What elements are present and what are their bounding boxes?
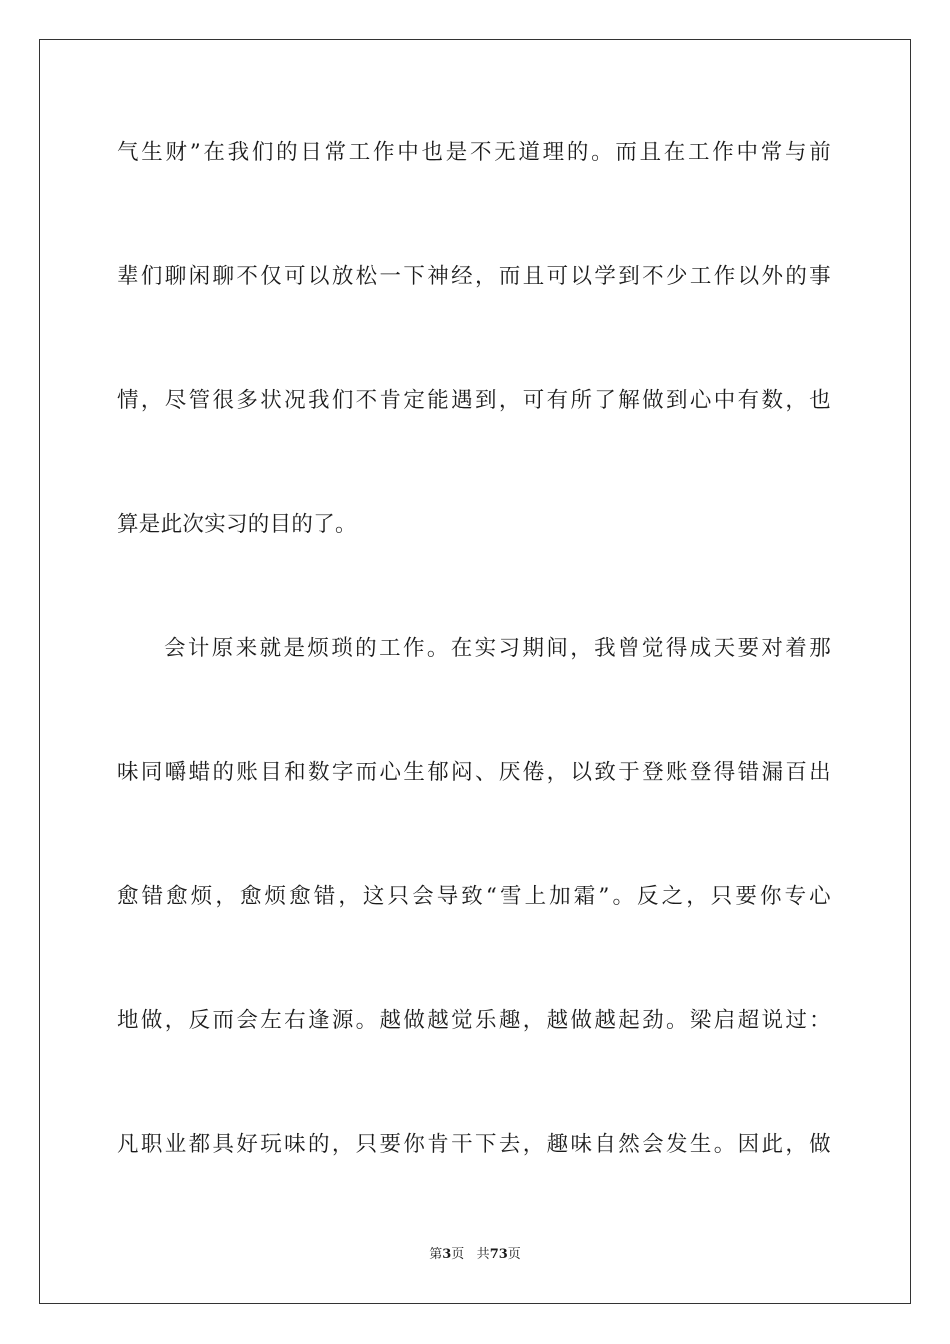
body-line-9: 凡职业都具好玩味的，只要你肯干下去，趣味自然会发生。因此，做: [117, 1132, 831, 1157]
body-line-2: 辈们聊闲聊不仅可以放松一下神经，而且可以学到不少工作以外的事: [117, 264, 831, 289]
page-footer: [0, 1246, 950, 1264]
total-suffix: 页: [507, 1247, 521, 1262]
body-line-7: 愈错愈烦，愈烦愈错，这只会导致“雪上加霜”。反之，只要你专心: [117, 884, 831, 909]
body-line-1: 气生财”在我们的日常工作中也是不无道理的。而且在工作中常与前: [117, 140, 831, 165]
page-prefix: 第: [429, 1247, 443, 1262]
body-line-4: 算是此次实习的目的了。: [117, 512, 357, 537]
total-prefix: 共: [476, 1247, 490, 1262]
body-line-8: 地做，反而会左右逢源。越做越觉乐趣，越做越起劲。梁启超说过：: [117, 1008, 831, 1033]
page-suffix: 页: [451, 1247, 465, 1262]
body-line-6: 味同嚼蜡的账目和数字而心生郁闷、厌倦，以致于登账登得错漏百出: [117, 760, 831, 785]
total-pages: 73: [489, 1247, 508, 1262]
body-line-5: 会计原来就是烦琐的工作。在实习期间，我曾觉得成天要对着那: [164, 636, 831, 661]
page-number: 3: [442, 1247, 452, 1262]
body-line-3: 情，尽管很多状况我们不肯定能遇到，可有所了解做到心中有数，也: [117, 388, 831, 413]
page-border: [39, 39, 911, 1304]
